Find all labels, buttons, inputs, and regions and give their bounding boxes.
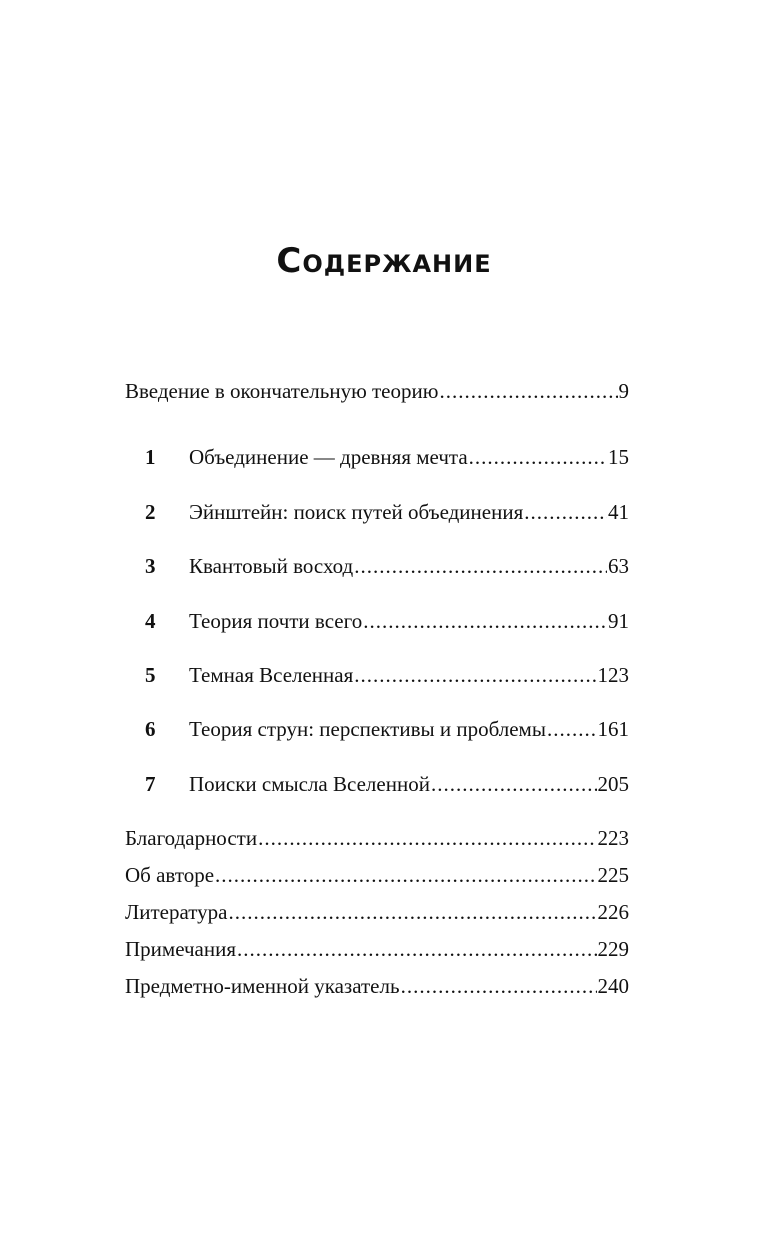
chapter-page: 161 <box>597 717 629 741</box>
toc-entry-label: Об авторе <box>125 863 215 887</box>
toc-entry-label: Введение в окончательную теорию <box>125 379 439 403</box>
chapter-number: 3 <box>145 554 156 578</box>
chapter-title: Теория струн: перспективы и проблемы <box>189 717 546 741</box>
toc-entry-index <box>125 973 629 999</box>
toc-chapter-6 <box>125 716 629 742</box>
chapter-number: 1 <box>145 445 156 469</box>
chapter-page: 205 <box>597 772 629 796</box>
dot-leader <box>401 973 597 999</box>
chapter-number: 2 <box>145 500 156 524</box>
chapter-page: 15 <box>608 445 629 469</box>
toc-entry-page: 229 <box>597 937 629 961</box>
chapter-title: Квантовый восход <box>189 554 354 578</box>
toc-entry-label: Литература <box>125 900 228 924</box>
toc-chapter-7 <box>125 771 629 797</box>
page-title: Содержание <box>276 241 492 281</box>
chapter-number: 7 <box>145 772 156 796</box>
chapter-number: 5 <box>145 663 156 687</box>
dot-leader <box>354 553 607 579</box>
chapter-page: 123 <box>597 663 629 687</box>
toc-entry-page: 9 <box>618 379 629 403</box>
toc-entry-page: 223 <box>597 826 629 850</box>
dot-leader <box>258 825 596 851</box>
dot-leader <box>228 899 596 925</box>
dot-leader <box>524 499 607 525</box>
toc-entry-acknowledgements <box>125 825 629 851</box>
chapter-title: Теория почти всего <box>189 609 363 633</box>
toc-entry-label: Предметно-именной указатель <box>125 974 400 998</box>
chapter-page: 63 <box>608 554 629 578</box>
toc-entry-notes <box>125 936 629 962</box>
chapter-page: 41 <box>608 500 629 524</box>
toc-chapter-3 <box>125 553 629 579</box>
toc-entry-label: Примечания <box>125 937 237 961</box>
toc-chapter-2 <box>125 499 629 525</box>
chapter-title: Объединение — древняя мечта <box>189 445 468 469</box>
toc-chapter-5 <box>125 662 629 688</box>
toc-entry-page: 226 <box>597 900 629 924</box>
toc-entry-page: 225 <box>597 863 629 887</box>
dot-leader <box>431 771 597 797</box>
dot-leader <box>469 444 607 470</box>
chapter-number: 4 <box>145 609 156 633</box>
dot-leader <box>439 378 617 404</box>
dot-leader <box>547 716 597 742</box>
toc-chapter-1 <box>125 444 629 470</box>
dot-leader <box>215 862 596 888</box>
toc-entry-intro <box>125 378 629 404</box>
dot-leader <box>237 936 596 962</box>
chapter-page: 91 <box>608 609 629 633</box>
chapter-number: 6 <box>145 717 156 741</box>
toc-entry-page: 240 <box>597 974 629 998</box>
toc-entry-about-author <box>125 862 629 888</box>
toc-chapter-4 <box>125 608 629 634</box>
toc-entry-label: Благодарности <box>125 826 258 850</box>
toc-entry-literature <box>125 899 629 925</box>
chapter-title: Темная Вселенная <box>189 663 354 687</box>
chapter-title: Эйнштейн: поиск путей объединения <box>189 500 524 524</box>
chapter-title: Поиски смысла Вселенной <box>189 772 430 796</box>
dot-leader <box>363 608 607 634</box>
dot-leader <box>354 662 596 688</box>
